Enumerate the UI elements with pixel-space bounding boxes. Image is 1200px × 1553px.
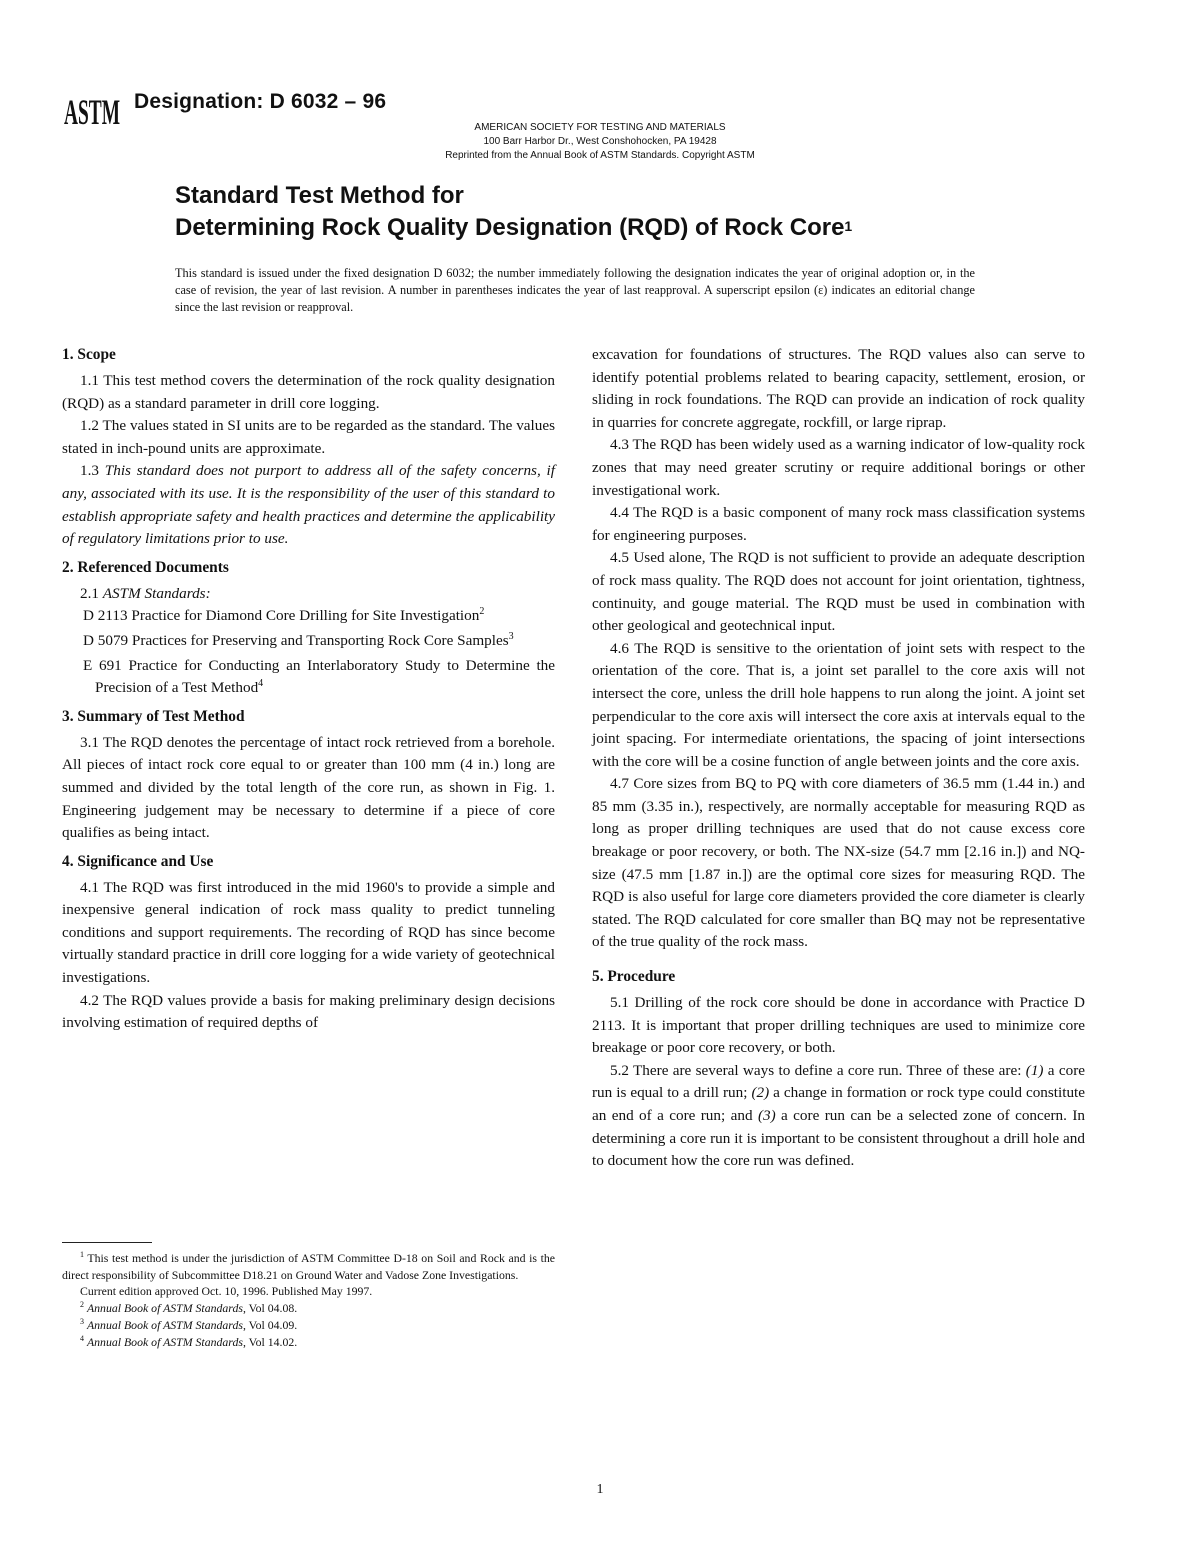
section-heading-significance: 4. Significance and Use — [62, 852, 214, 870]
designation: Designation: D 6032 – 96 — [134, 90, 387, 113]
left-column — [62, 344, 555, 1035]
issuance-notice: This standard is issued under the fixed designation D 6032; the number immediately following the designation indicates the year of original adoption or, in the case of revision, the year of last revision. A number in parentheses indicates the year of last reapproval. A superscript epsilon (ε) indicates an editorial change since the last revision or reapproval. — [175, 266, 975, 314]
section-heading-procedure: 5. Procedure — [592, 968, 676, 986]
paragraph-3-1: 3.1 The RQD denotes the percentage of intact rock retrieved from a borehole. All pieces of intact rock core equal to or greater than 100 mm (4 in.) long are summed and divided by the total length of the core run, as shown in Fig. 1. Engineering judgement may be necessary to determine if a piece of core qualifies as being intact. — [62, 733, 555, 842]
paragraph-1-3: 1.3 This standard does not purport to address all of the safety concerns, if any, associated with its use. It is the responsibility of the user of this standard to establish appropriate safety and health practices and determine the applicability of regulatory limitations prior to use. — [62, 462, 555, 548]
section-heading-referenced-documents: 2. Referenced Documents — [62, 558, 229, 576]
right-column — [592, 344, 1085, 1173]
paragraph-4-3: 4.3 The RQD has been widely used as a warning indicator of low-quality rock zones that may need greater scrutiny or require additional borings or other investigational work. — [592, 436, 1085, 499]
paragraph-4-4: 4.4 The RQD is a basic component of many rock mass classification systems for engineering purposes. — [592, 504, 1085, 544]
section-heading-summary: 3. Summary of Test Method — [62, 707, 245, 725]
paragraph-2-1: 2.1 ASTM Standards: — [80, 584, 211, 602]
title-line-1: Standard Test Method for — [175, 182, 464, 209]
page-number: 1 — [596, 1482, 604, 1497]
paragraph-5-1: 5.1 Drilling of the rock core should be done in accordance with Practice D 2113. It is important that proper drilling techniques are used to minimize core breakage or poor core recovery, or both. — [592, 994, 1085, 1057]
footnotes — [62, 1250, 555, 1350]
footnote-edition: Current edition approved Oct. 10, 1996. Published May 1997. — [80, 1284, 373, 1299]
society-address: 100 Barr Harbor Dr., West Conshohocken, PA 19428 — [483, 136, 717, 147]
footnote-3: $^3$ Annual Book of ASTM Standards, Vol 04.09. — [80, 1316, 298, 1332]
title-footnote-mark: 1 — [844, 218, 853, 234]
footnote-rule — [62, 1242, 152, 1243]
footnote-4: $^4$ Annual Book of ASTM Standards, Vol 14.02. — [80, 1333, 298, 1349]
footnote-2: $^2$ Annual Book of ASTM Standards, Vol 04.08. — [80, 1300, 298, 1316]
paragraph-4-7: 4.7 Core sizes from BQ to PQ with core diameters of 36.5 mm (1.44 in.) and 85 mm (3.35 in.), respectively, are normally acceptable for measuring RQD as long as proper drilling techniques are used that do not cause excess core breakage or poor recovery, or both. The NX-size (54.7 mm [2.16 in.]) and NQ-size (47.5 mm [1.87 in.]) are the optimal core sizes for measuring RQD. The RQD is also useful for large core diameters provided the core diameter is clearly stated. The RQD calculated for core smaller than BQ may not be representative of the true quality of the rock mass. — [592, 775, 1085, 951]
reference-d2113: D 2113 Practice for Diamond Core Drilling for Site Investigation$^2$ — [83, 606, 485, 625]
reference-d5079: D 5079 Practices for Preserving and Transporting Rock Core Samples$^3$ — [83, 630, 514, 649]
society-name: AMERICAN SOCIETY FOR TESTING AND MATERIALS — [474, 122, 726, 133]
paragraph-4-2-continued: excavation for foundations of structures. The RQD values also can serve to identify potential problems related to bearing capacity, settlement, erosion, or sliding in rock foundations. The RQD can provide an indication of rock quality in quarries for concrete aggregate, rockfill, or large riprap. — [592, 346, 1085, 431]
paragraph-1-1: 1.1 This test method covers the determination of the rock quality designation (RQD) as a standard parameter in drill core logging. — [62, 372, 555, 412]
paragraph-4-5: 4.5 Used alone, The RQD is not sufficient to provide an adequate description of rock mass quality. The RQD does not account for joint orientation, tightness, continuity, and gouge material. The RQD must be used in combination with other geological and geotechnical input. — [592, 549, 1085, 635]
reference-e691: E 691 Practice for Conducting an Interlaboratory Study to Determine the Precision of a Test Method$^4$ — [83, 656, 555, 697]
paragraph-5-2: 5.2 There are several ways to define a core run. Three of these are: (1) a core run is equal to a drill run; (2) a change in formation or rock type could constitute an end of a core run; and (3) a core run can be a selected zone of concern. In determining a core run it is important to be consistent throughout a drill hole and to document how the core run was defined. — [592, 1061, 1086, 1170]
footnote-1: $^1$ This test method is under the jurisdiction of ASTM Committee D-18 on Soil and Rock and is the direct responsibility of Subcommittee D18.21 on Ground Water and Vadose Zone Investigations. — [62, 1250, 555, 1282]
paragraph-4-2-start: 4.2 The RQD values provide a basis for making preliminary design decisions involving estimation of required depths of — [62, 991, 555, 1032]
astm-logo — [62, 80, 122, 136]
document-title — [175, 180, 852, 244]
reprint-notice: Reprinted from the Annual Book of ASTM Standards. Copyright ASTM — [445, 150, 755, 161]
paragraph-4-6: 4.6 The RQD is sensitive to the orientation of joint sets with respect to the orientation of the core. That is, a joint set parallel to the core axis will not intersect the core, unless the drill hole happens to run along the joint. A joint set perpendicular to the core axis will intersect the core axis at intervals equal to the joint spacing. For intermediate orientations, the spacing of joint intersections with the core will be a cosine function of angle between joints and the core axis. — [592, 639, 1085, 770]
paragraph-4-1: 4.1 The RQD was first introduced in the mid 1960's to provide a simple and inexpensive general indication of rock mass quality to predict tunneling conditions and support requirements. The recording of RQD has since become virtually standard practice in drill core logging for a wide variety of geotechnical investigations. — [62, 878, 555, 987]
paragraph-1-2: 1.2 The values stated in SI units are to be regarded as the standard. The values stated in inch-pound units are approximate. — [62, 417, 555, 457]
section-heading-scope: 1. Scope — [62, 346, 116, 363]
astm-logo-text: ASTM — [64, 92, 120, 132]
title-line-2: Determining Rock Quality Designation (RQD) of Rock Core$^1$ — [175, 214, 853, 241]
society-info — [380, 121, 820, 163]
